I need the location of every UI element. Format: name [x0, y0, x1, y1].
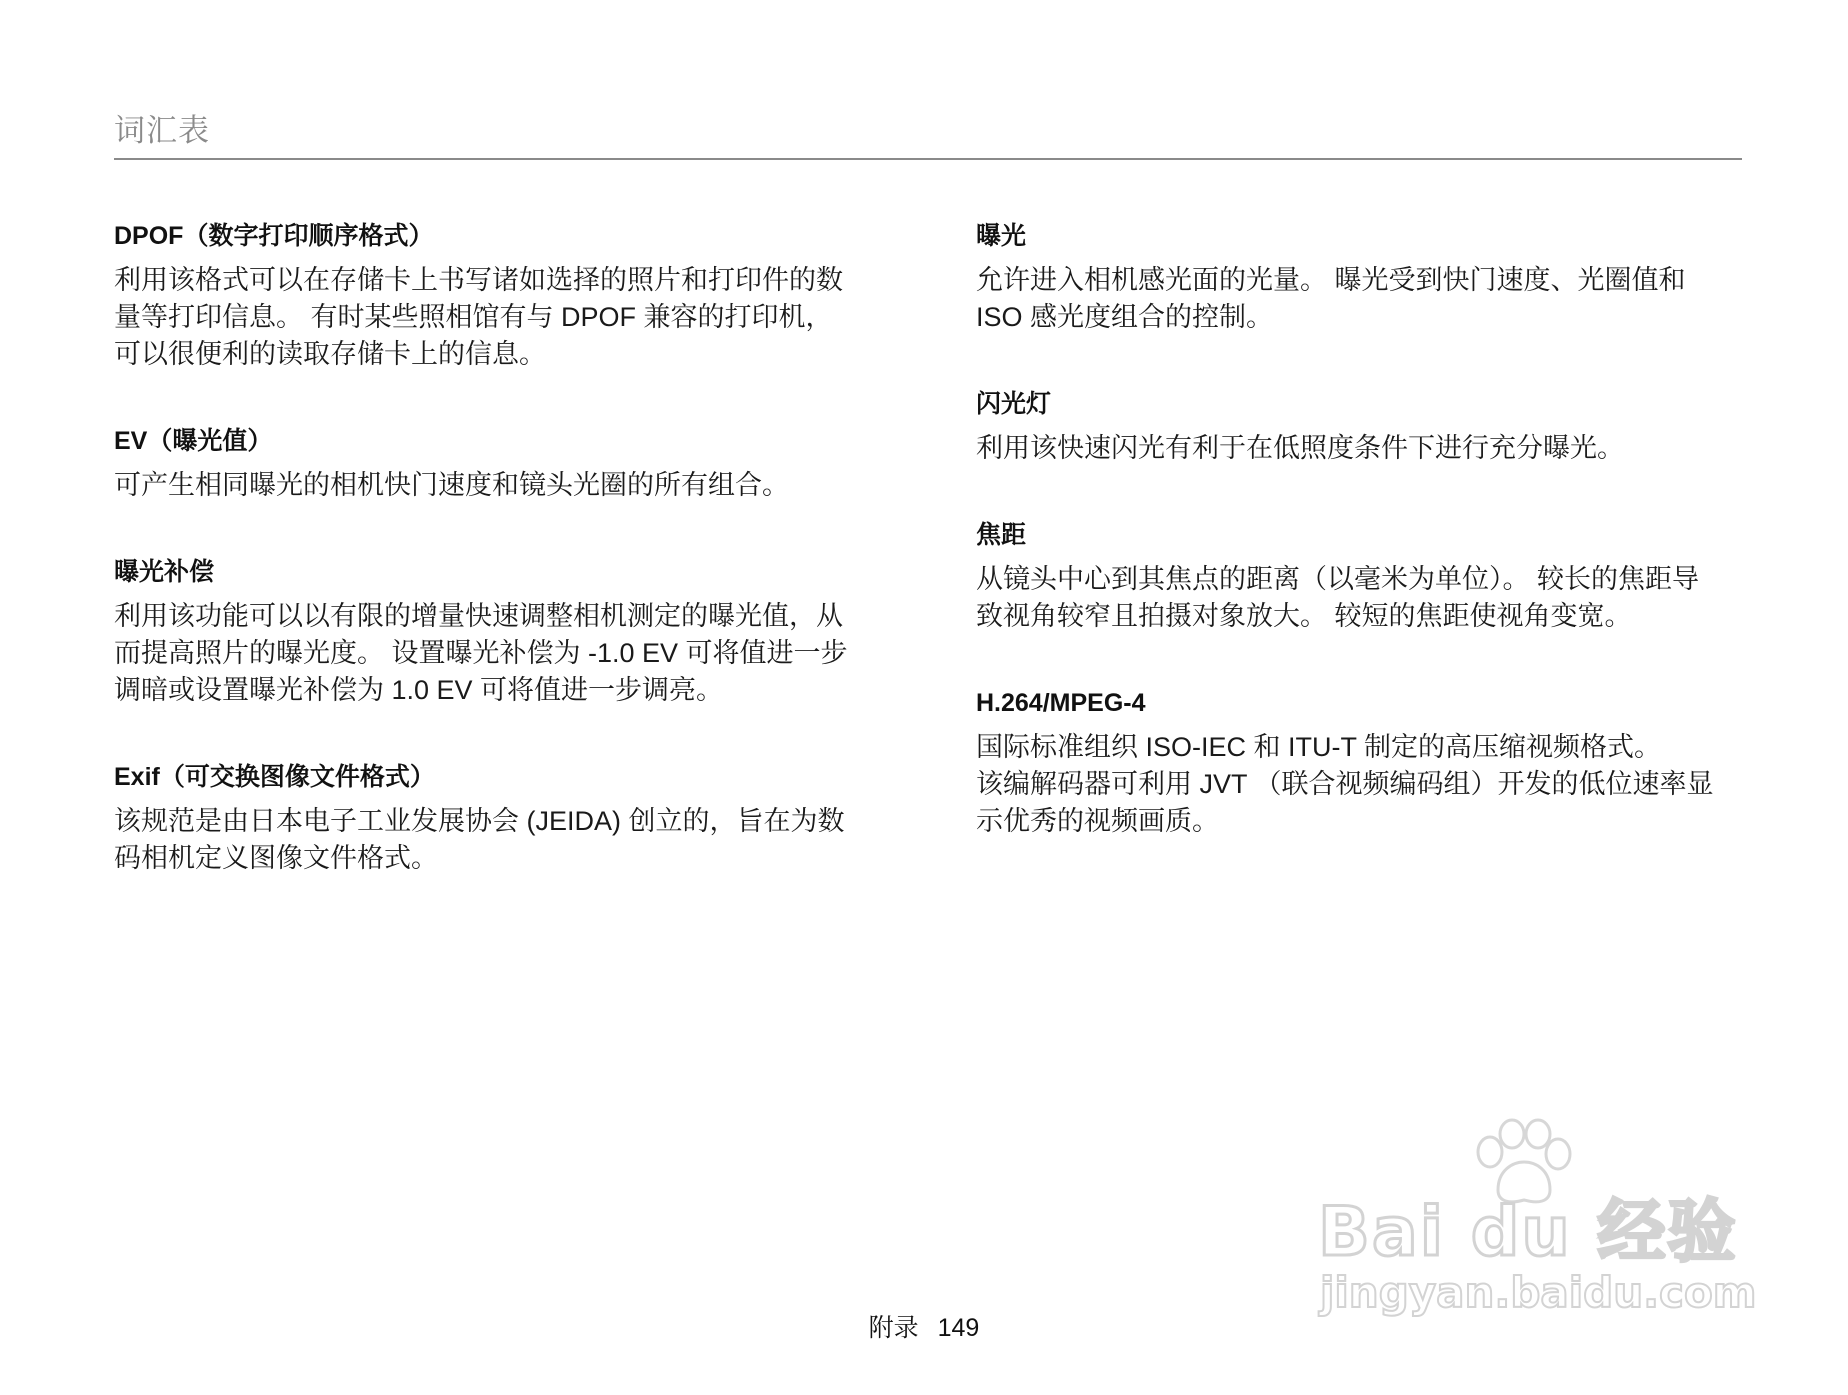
body-line: 调暗或设置曝光补偿为 1.0 EV 可将值进一步调亮。 — [114, 675, 724, 705]
glossary-entry-exif — [114, 759, 884, 877]
entry-body — [976, 561, 1746, 635]
body-line: 国际标准组织 ISO-IEC 和 ITU-T 制定的高压缩视频格式。 — [976, 732, 1662, 762]
entry-title: H.264/MPEG-4 — [976, 689, 1146, 717]
glossary-entry-flash — [976, 386, 1746, 467]
body-line: 而提高照片的曝光度。 设置曝光补偿为 -1.0 EV 可将值进一步 — [114, 638, 848, 668]
body-line: 量等打印信息。 有时某些照相馆有与 DPOF 兼容的打印机， — [114, 302, 833, 332]
entry-body — [976, 430, 1746, 467]
body-line: 该编解码器可利用 JVT （联合视频编码组）开发的低位速率显 — [976, 769, 1714, 799]
body-line: 利用该格式可以在存储卡上书写诸如选择的照片和打印件的数 — [114, 265, 843, 295]
body-line: 该规范是由日本电子工业发展协会 (JEIDA) 创立的，旨在为数 — [114, 806, 845, 836]
right-column — [976, 218, 1746, 840]
body-line: 利用该功能可以以有限的增量快速调整相机测定的曝光值，从 — [114, 601, 843, 631]
body-line: 示优秀的视频画质。 — [976, 806, 1219, 836]
entry-title: 曝光 — [976, 222, 1027, 250]
glossary-entry-exposure — [976, 218, 1746, 336]
page-header — [114, 112, 1742, 160]
body-line: 可产生相同曝光的相机快门速度和镜头光圈的所有组合。 — [114, 470, 789, 500]
watermark-brand: Bai du 经验 — [1318, 1193, 1738, 1272]
glossary-entry-dpof — [114, 218, 884, 373]
page-title: 词汇表 — [114, 113, 210, 148]
entry-body — [114, 598, 884, 709]
glossary-entry-ev — [114, 423, 884, 504]
entry-title: 焦距 — [976, 521, 1027, 549]
entry-body — [114, 262, 884, 373]
entry-body — [976, 729, 1746, 840]
body-line: 利用该快速闪光有利于在低照度条件下进行充分曝光。 — [976, 433, 1624, 463]
entry-title: DPOF（数字打印顺序格式） — [114, 222, 434, 250]
entry-body — [114, 803, 884, 877]
entry-title: EV（曝光值） — [114, 427, 273, 455]
body-line: 码相机定义图像文件格式。 — [114, 843, 438, 873]
entry-body — [114, 467, 884, 504]
glossary-entry-exposure-compensation — [114, 554, 884, 709]
entry-title: Exif（可交换图像文件格式） — [114, 763, 435, 791]
entry-title: 曝光补偿 — [114, 558, 215, 586]
entry-title: 闪光灯 — [976, 390, 1052, 418]
body-line: ISO 感光度组合的控制。 — [976, 302, 1274, 332]
watermark-url: jingyan.baidu.com — [1320, 1268, 1757, 1317]
left-column — [114, 218, 884, 877]
baidu-jingyan-watermark — [1318, 1118, 1758, 1338]
body-line: 致视角较窄且拍摄对象放大。 较短的焦距使视角变宽。 — [976, 601, 1632, 631]
glossary-entry-h264 — [976, 685, 1746, 840]
body-line: 允许进入相机感光面的光量。 曝光受到快门速度、光圈值和 — [976, 265, 1686, 295]
body-line: 从镜头中心到其焦点的距离（以毫米为单位）。 较长的焦距导 — [976, 564, 1700, 594]
entry-body — [976, 262, 1746, 336]
page-number: 149 — [937, 1314, 980, 1342]
body-line: 可以很便利的读取存储卡上的信息。 — [114, 339, 546, 369]
glossary-entry-focal-length — [976, 517, 1746, 635]
footer-section: 附录 — [868, 1314, 919, 1342]
